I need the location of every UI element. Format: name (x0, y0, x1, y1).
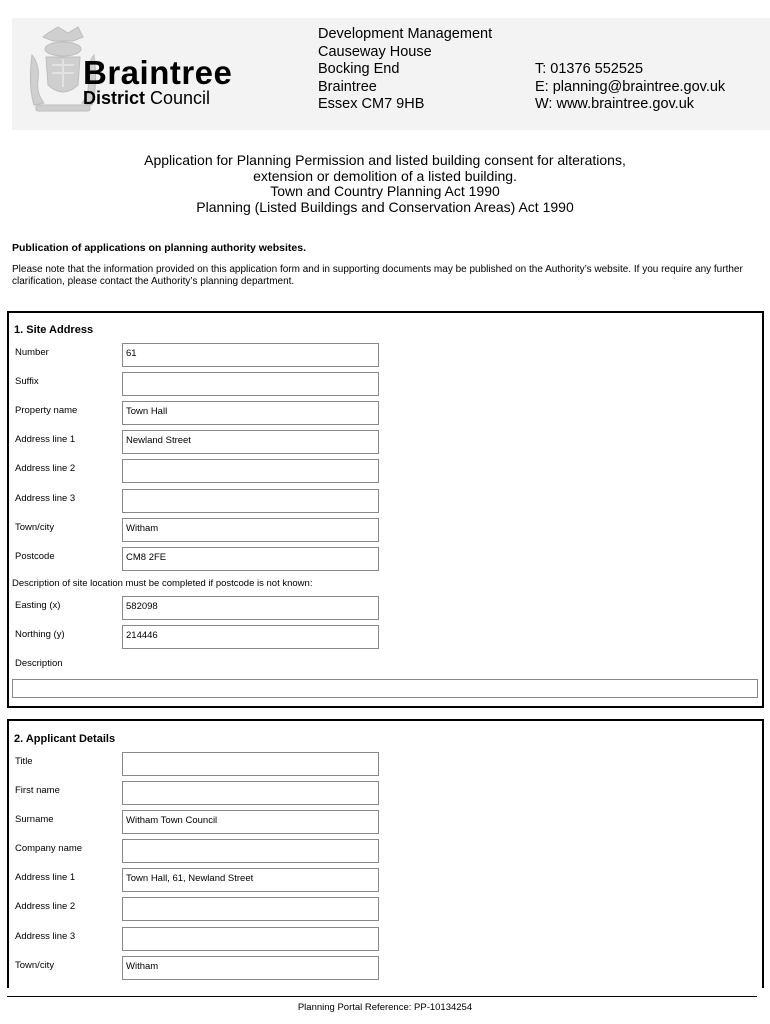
form-title-line: extension or demolition of a listed building. (253, 167, 517, 184)
applicant-address-line-1-label: Address line 1 (15, 872, 76, 883)
description-label: Description (15, 658, 63, 669)
title-label: Title (15, 756, 33, 767)
postcode-label: Postcode (15, 551, 55, 562)
address-line: Braintree (318, 78, 377, 95)
form-title-line: Planning (Listed Buildings and Conservation Areas) Act 1990 (196, 198, 574, 215)
logo-district-word: District (83, 88, 146, 108)
surname-label: Surname (15, 814, 54, 825)
easting-label: Easting (x) (15, 600, 61, 611)
council-contact (535, 61, 725, 114)
contact-website: W: www.braintree.gov.uk (535, 96, 695, 112)
applicant-address-line-2-field[interactable] (122, 897, 379, 921)
suffix-field[interactable] (122, 372, 379, 396)
applicant-address-line-3-label: Address line 3 (15, 931, 76, 942)
section-title: 1. Site Address (14, 324, 94, 336)
address-line: Development Management (318, 26, 493, 42)
applicant-address-line-1-field[interactable]: Town Hall, 61, Newland Street (122, 868, 379, 892)
town-city-field[interactable]: Witham (122, 518, 379, 542)
applicant-town-city-field[interactable]: Witham (122, 956, 379, 980)
property-name-label: Property name (15, 405, 78, 416)
company-name-label: Company name (15, 843, 83, 854)
easting-field[interactable]: 582098 (122, 596, 379, 620)
first-name-field[interactable] (122, 781, 379, 805)
surname-field[interactable]: Witham Town Council (122, 810, 379, 834)
form-title-line: Application for Planning Permission and listed building consent for alterations, (144, 152, 626, 168)
address-line-3-label: Address line 3 (15, 493, 76, 504)
address-line-1-label: Address line 1 (15, 434, 76, 445)
number-field[interactable]: 61 (122, 343, 379, 367)
suffix-label: Suffix (15, 376, 39, 387)
applicant-address-line-3-field[interactable] (122, 927, 379, 951)
footer-divider (7, 996, 757, 997)
applicant-town-city-label: Town/city (15, 960, 55, 971)
postcode-field[interactable]: CM8 2FE (122, 547, 379, 571)
planning-portal-reference: Planning Portal Reference: PP-10134254 (297, 1002, 473, 1013)
applicant-address-line-2-label: Address line 2 (15, 901, 76, 912)
publication-notice: Please note that the information provided on this application form and in supporting documents may be published on the Authority’s website. If you require any further clarification, please contact the Authority’s planning department. (12, 264, 743, 287)
address-line-2-label: Address line 2 (15, 463, 76, 474)
company-name-field[interactable] (122, 839, 379, 863)
address-line-3-field[interactable] (122, 489, 379, 513)
town-city-label: Town/city (15, 522, 55, 533)
form-title (0, 153, 770, 215)
form-title-line: Town and Country Planning Act 1990 (270, 183, 500, 199)
logo-council-word: Council (145, 88, 211, 108)
site-location-note: Description of site location must be completed if postcode is not known: (12, 578, 313, 589)
description-field[interactable] (12, 679, 758, 698)
property-name-field[interactable]: Town Hall (122, 401, 379, 425)
site-address-section (7, 311, 764, 708)
applicant-details-section (7, 719, 764, 988)
first-name-label: First name (15, 785, 60, 796)
title-field[interactable] (122, 752, 379, 776)
contact-email: E: planning@braintree.gov.uk (535, 78, 726, 95)
address-line: Causeway House (318, 43, 432, 60)
address-line-1-field[interactable]: Newland Street (122, 430, 379, 454)
section-title: 2. Applicant Details (14, 733, 116, 745)
address-line: Bocking End (318, 61, 400, 77)
northing-label: Northing (y) (15, 629, 65, 640)
address-line-2-field[interactable] (122, 459, 379, 483)
contact-phone: T: 01376 552525 (535, 61, 644, 77)
council-logo-subtitle (83, 89, 210, 107)
number-label: Number (15, 347, 49, 358)
council-logo-wordmark: Braintree (83, 54, 233, 91)
publication-heading: Publication of applications on planning authority websites. (12, 242, 307, 254)
address-line: Essex CM7 9HB (318, 96, 425, 112)
council-address (318, 26, 492, 114)
northing-field[interactable]: 214446 (122, 625, 379, 649)
